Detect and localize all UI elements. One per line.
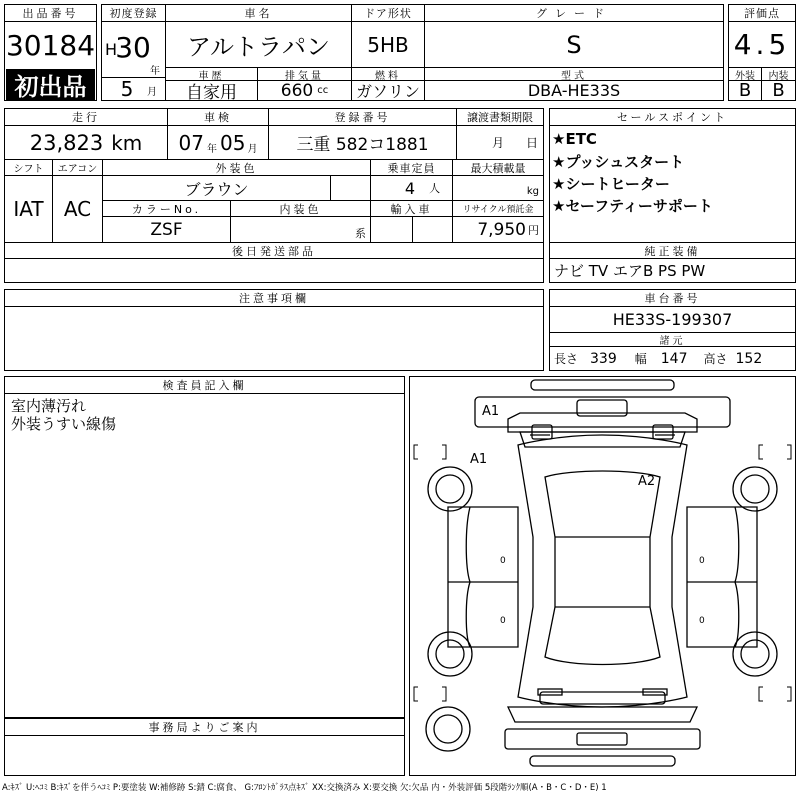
- score-block: [728, 4, 796, 101]
- displacement-cell: [258, 81, 352, 100]
- inspection-month-unit: 月: [247, 144, 258, 155]
- sales-block: [549, 108, 796, 283]
- recycle-label: リサイクル預託金: [453, 200, 543, 217]
- specs-label: 諸元: [550, 332, 795, 347]
- max-load-cell: [453, 176, 543, 200]
- car-diagram: [409, 376, 796, 776]
- zero-mark-2: 0: [500, 616, 506, 626]
- vehicle-header: [101, 4, 724, 101]
- first-listing-badge: 初出品: [6, 69, 95, 100]
- lot-number: 30184: [5, 28, 96, 62]
- transfer-cell: [457, 126, 543, 159]
- displacement-unit: cc: [317, 85, 329, 96]
- notes-block: [4, 289, 544, 371]
- damage-legend: A:ｷｽﾞ U:ﾍｺﾐ B:ｷｽﾞを伴うﾍｺﾐ P:要塗装 W:補修跡 S:錆 C:腐食、 G:ﾌﾛﾝﾄｶﾞﾗｽ点ｷｽﾞ XX:交換済み X:要交換 欠:欠品 内・外装評価 5段階ﾗﾝｸ順(A・B・C・D・E) 1: [2, 783, 607, 793]
- transfer-month-unit: 月: [491, 136, 504, 150]
- first-reg-year: 30: [115, 30, 151, 64]
- ext-color-label: 外装色: [103, 159, 371, 176]
- mileage-label: 走行: [5, 109, 168, 126]
- ext-color-extra: [331, 176, 371, 200]
- zero-mark-3: 0: [699, 556, 705, 566]
- int-score-value: B: [772, 80, 785, 101]
- lot-block: [4, 4, 97, 101]
- car-outline-diagram: [410, 377, 795, 775]
- length-value: 339: [590, 350, 617, 367]
- height-label: 高さ: [703, 352, 728, 366]
- import-left: [371, 217, 413, 242]
- office-label: 事務局よりご案内: [5, 719, 404, 736]
- damage-mark-roof: A2: [638, 474, 656, 489]
- recycle-value: 7,950: [477, 219, 526, 240]
- door-label: ドア形状: [352, 5, 425, 22]
- int-color-label: 内装色: [231, 200, 371, 217]
- car-name-label: 車名: [166, 5, 352, 22]
- lot-label: 出品番号: [5, 5, 96, 22]
- inspector-block: [4, 376, 405, 718]
- ext-score-label: 外装: [729, 67, 762, 81]
- first-reg-label: 初度登録: [102, 5, 166, 22]
- width-label: 幅: [634, 352, 647, 366]
- capacity-label: 乗車定員: [371, 159, 453, 176]
- equipment-value: ナビ TV エアB PS PW: [554, 262, 706, 280]
- chassis-label: 車台番号: [550, 290, 795, 307]
- sales-point-2: ★シートヒーター: [552, 174, 670, 193]
- inspection-year-unit: 年: [207, 144, 217, 155]
- import-right: [413, 217, 453, 242]
- ext-color-value: ブラウン: [103, 176, 331, 200]
- int-color-cell: [231, 217, 371, 242]
- car-name: アルトラパン: [166, 22, 352, 67]
- max-load-unit: kg: [526, 185, 539, 197]
- sales-point-1: ★プッシュスタート: [552, 152, 685, 171]
- door-type: 5HB: [352, 22, 425, 67]
- chassis-block: [549, 289, 796, 371]
- inspection-month: 05: [220, 130, 246, 155]
- score-label: 評価点: [729, 5, 795, 22]
- ext-score-value: B: [729, 81, 762, 100]
- shift-label: シフト: [5, 159, 53, 176]
- sales-point-0: ★ETC: [552, 130, 597, 148]
- chassis-value: HE33S-199307: [612, 310, 733, 329]
- office-block: [4, 718, 405, 776]
- first-reg-month-unit: 月: [147, 86, 157, 98]
- damage-mark-front: A1: [482, 404, 500, 419]
- displacement-label: 排気量: [258, 67, 352, 81]
- height-value: 152: [735, 350, 763, 367]
- mileage-unit: km: [111, 130, 143, 155]
- inspector-line-1: 外装うすい線傷: [11, 414, 117, 433]
- zero-mark-1: 0: [500, 556, 506, 566]
- max-load-label: 最大積載量: [453, 159, 543, 176]
- inspector-label: 検査員記入欄: [5, 377, 404, 394]
- vehicle-details: [4, 108, 544, 283]
- grade-value: S: [566, 30, 582, 59]
- history-label: 車歴: [166, 67, 258, 81]
- damage-mark-left: A1: [470, 452, 488, 467]
- int-score-label: 内装: [762, 67, 795, 81]
- grade-label: グレード: [425, 5, 723, 22]
- model-value: DBA-HE33S: [527, 81, 621, 100]
- mileage-cell: [5, 126, 168, 159]
- registration-label: 登録番号: [269, 109, 457, 126]
- later-parts-label: 後日発送部品: [5, 242, 543, 259]
- shift-value: IAT: [5, 176, 53, 242]
- int-color-suffix: 系: [355, 226, 366, 240]
- transfer-day-unit: 日: [526, 136, 539, 150]
- recycle-unit: 円: [528, 223, 539, 237]
- equipment-label: 純正装備: [550, 242, 795, 259]
- inspection-year: 07: [178, 130, 204, 155]
- inspection-cell: [168, 126, 269, 159]
- model-label: 型式: [425, 67, 723, 81]
- first-reg-month: 5: [120, 77, 134, 101]
- inspection-label: 車検: [168, 109, 269, 126]
- first-reg-year-unit: 年: [150, 65, 160, 77]
- notes-label: 注意事項欄: [5, 290, 543, 307]
- width-value: 147: [660, 350, 688, 367]
- fuel-label: 燃料: [352, 67, 425, 81]
- first-reg-era: H: [104, 39, 118, 59]
- capacity-unit: 人: [429, 182, 441, 195]
- length-label: 長さ: [554, 352, 579, 366]
- aircon-value: AC: [53, 176, 103, 242]
- sales-point-3: ★セーフティーサポート: [552, 196, 713, 215]
- inspector-line-0: 室内薄汚れ: [11, 396, 87, 415]
- registration-value: 三重 582コ1881: [269, 126, 457, 159]
- sales-points-label: セールスポイント: [550, 109, 795, 126]
- capacity-value: 4: [404, 178, 416, 198]
- import-label: 輸入車: [371, 200, 453, 217]
- mileage-value: 23,823: [29, 130, 104, 155]
- recycle-cell: [453, 217, 543, 242]
- specs-row: [550, 347, 795, 370]
- transfer-label: 譲渡書類期限: [457, 109, 543, 126]
- color-no-label: カラーNo.: [103, 200, 231, 217]
- score-value: 4.5: [733, 28, 791, 61]
- zero-mark-4: 0: [699, 616, 705, 626]
- history-value: 自家用: [166, 81, 258, 100]
- aircon-label: エアコン: [53, 159, 103, 176]
- displacement-value: 660: [280, 80, 314, 101]
- fuel-value: ガソリン: [352, 81, 425, 100]
- capacity-cell: [371, 176, 453, 200]
- color-no-value: ZSF: [103, 217, 231, 242]
